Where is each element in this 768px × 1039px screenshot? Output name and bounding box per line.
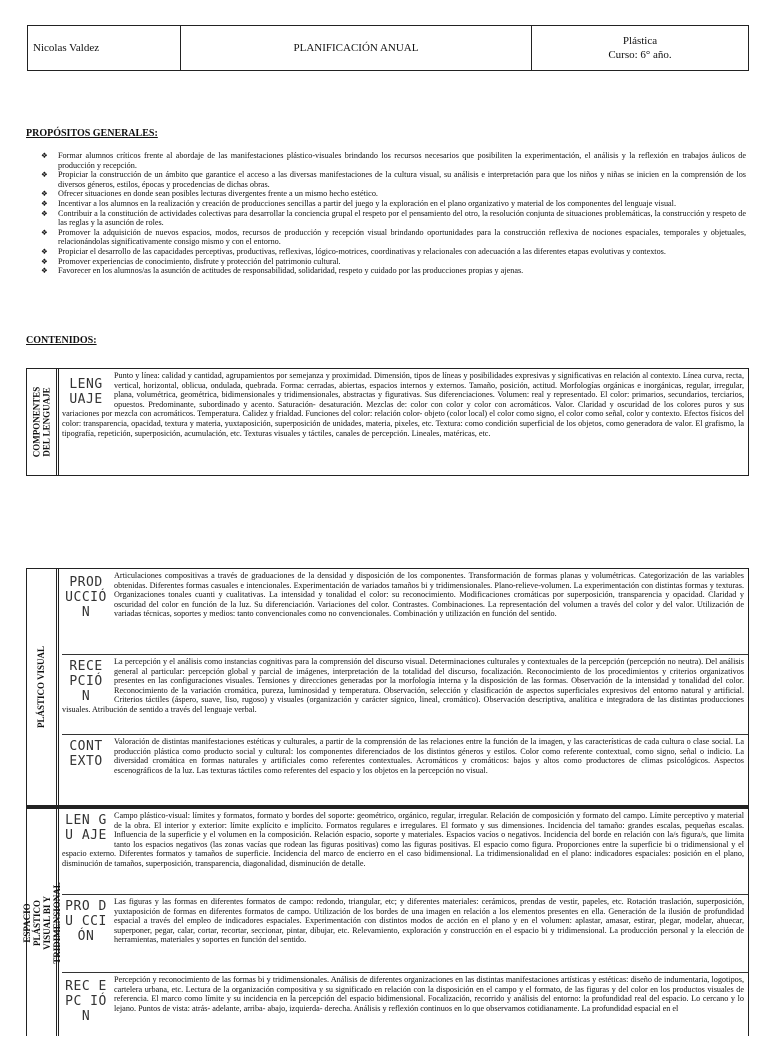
content-block-plastic-visual (26, 568, 749, 806)
content-block-space (21, 806, 749, 1036)
purposes-list (28, 151, 746, 276)
row-text: Las figuras y las formas en diferentes formatos de campo: redondo, triangular, etc; y diferentes materiales: cerámicos, prendas de vestir, papeles, etc. Rotación traslación, superposición, yuxtaposición de formas en diferentes formatos de campo. Utilización de los bordes de una imagen en relación a los elementos presentes en ella. Generación de la ilusión de profundidad espacial a través del empleo de indicadores espaciales. Experimentación con distintos modos de acción en el plano y en el volumen: aplastar, amasar, estirar, plegar, modelar, ahuecar, superponer, pegar, calar, cortar, recortar, seccionar, pintar, dibujar, etc. Relevamiento, exploración y construcción en el espacio bi y tridimensional. La producción personal y la elección de herramientas, materiales y soportes en función del sentido. (114, 897, 744, 945)
diamond-bullet-icon: ❖ (41, 170, 48, 180)
row-text: Articulaciones compositivas a través de graduaciones de la densidad y disposición de los componentes. Transformación de formas planas y volumétricas. Categorización de las variables obtenidas. Diferentes formas casuales e intencionales. Experimentación de variados tamaños bi y tridimensionales. Plano-relieve-volumen. La experimentación con distintas formas y texturas. Organizaciones tonales cuanti y cualitativas. La intensidad y tonalidad el color: su reconocimiento. Modificaciones cromáticas por superposición, transparencia y opacidad. Claridad y oscuridad del color en función de la luz. Su diferenciación. Variaciones del color. Contrastes. Combinaciones. La representación del volumen a través del color y del valor. Utilización de variadas técnicas, soportes y medios: tanto convencionales como no convencionales. Combinación y utilización en función del sentido. (114, 571, 744, 619)
purposes-heading: PROPÓSITOS GENERALES: (26, 128, 158, 139)
purpose-item (28, 266, 746, 276)
purpose-item (28, 151, 746, 170)
row-tag: LENG UAJE (69, 377, 103, 407)
purpose-text: Incentivar a los alumnos en la realización y creación de producciones sencillas a partir del juego y la exploración en el plano organizativo y material de los componentes del lenguaje visual. (58, 198, 677, 208)
row-tag: PROD UCCIÓ N (65, 575, 107, 620)
content-row (62, 655, 748, 735)
subject-course-cell (532, 26, 748, 70)
row-tag: CONT EXTO (69, 739, 103, 769)
block-side-label: PLÁSTICO VISUAL (27, 569, 59, 805)
content-row (62, 895, 748, 973)
document-title: PLANIFICACIÓN ANUAL (181, 26, 532, 70)
diamond-bullet-icon: ❖ (41, 151, 48, 160)
purpose-item (28, 228, 746, 247)
diamond-bullet-icon: ❖ (41, 246, 48, 256)
diamond-bullet-icon: ❖ (41, 266, 48, 276)
content-row (62, 369, 748, 477)
purpose-item (28, 199, 746, 209)
diamond-bullet-icon: ❖ (41, 208, 48, 218)
teacher-name: Nicolas Valdez (28, 26, 181, 70)
diamond-bullet-icon: ❖ (41, 198, 48, 208)
purpose-text: Contribuir a la constitución de actividades colectivas para desarrollar la conciencia grupal el respeto por el pensamiento del otro, la resolución conjunta de situaciones problemáticas, la construcción y respeto de las reglas y la asunción de roles. (58, 208, 746, 228)
row-text: Percepción y reconocimiento de las formas bi y tridimensionales. Análisis de diferentes organizaciones en las distintas manifestaciones artísticas y estéticas: diseño de indumentaria, logotipos, cartelera urbana, etc. Lectura de la organización compositiva y su significado en relación con la disposición en el campo y el formato, de las figuras y del color en los productos visuales de referencia. El marco como límite y su incidencia en la percepción del espacio bidimensional. Focalización, recorrido y análisis del entorno: la profundidad real del espacio. Lo cercano y lo lejano. Puntos de vista: atrás- adelante, arriba- abajo, izquierda- derecha. Análisis y reflexión continuos en lo que observamos cotidianamente. La profundidad espacial en el (114, 975, 744, 1013)
header-table (27, 25, 749, 71)
purpose-item (28, 257, 746, 267)
row-text: Valoración de distintas manifestaciones estéticas y culturales, a partir de la comprensión de las relaciones entre la función de la imagen, y las características de cada cultura o clase social. La producción plástica como producto social y cultural: los componentes diferenciados de los distintos géneros y estilos. Color como referente contextual, como signo, señal o indicio. La diversidad cromática en formas naturales y artificiales como referentes contextuales. Acromáticos y cromáticos: bajos y altos como productores de climas psicológicos. Aspectos escenográficos de la luz. Las texturas táctiles como referentes del espacio y los objetos en la percepción no visual. (114, 737, 744, 775)
purpose-text: Ofrecer situaciones en donde sean posibles lecturas divergentes frente a un mismo hecho estético. (58, 189, 378, 199)
block-side-label: COMPONENTES DEL LENGUAJE (27, 369, 59, 475)
content-row (62, 973, 748, 1039)
subject-label: Plástica (622, 35, 658, 47)
row-text: La percepción y el análisis como instancias cognitivas para la comprensión del discurso visual. Determinaciones culturales y contextuales de la percepción (percepción no neutra). Del análisis general al particular: percepción global y parcial de imágenes, interpretación de la totalidad del discurso, focalización. Reconocimiento de los procedimientos y criterios organizativos presentes en las configuraciones visuales. Tensiones y direcciones generadas por la morfología interna y la disposición de las formas. Observación de la intensidad y tonalidad del color. Reconocimiento de la variación cromática, pureza, luminosidad y temperatura. Observación, selección y clasificación de aspectos superficiales expresivos del entorno natural y artificial. Criterios táctiles (áspero, suave, liso, rugoso) y visuales (organización y carácter sígnico, lineal, cromático). Observación descriptiva, analítica e integradora de las distintas producciones visuales. Atribución de sentido a través del lenguaje verbal. (62, 657, 744, 714)
content-block-components (26, 368, 749, 476)
purpose-item (28, 209, 746, 228)
row-tag: PRO DU CCI ÓN (65, 899, 107, 944)
row-text: Punto y línea: calidad y cantidad, agrupamientos por semejanza y proximidad. Dimensión, tipos de líneas y posibilidades expresivas y significativas en relación al contexto. Línea curva, recta, vertical, horizontal, oblicua, ondulada, quebrada. Forma: cerradas, abiertas, espacios internos y externos. Tamaño, posición, actitud. Morfologías orgánicas e inorgánicas, regular, irregular, plana, volumétrica, geométrica, bidimensionales y tridimensionales, abstractas y figurativas. Sus diferenciaciones. Volumen: real y representado. El color: primarios, secundarios, terciarios, opuestos. Predominante, subordinado y acento. Saturación- desaturación. Mezclas de: color con color y color con acromáticos. Valor. Claridad y oscuridad de los colores puros y sus variaciones por mezcla con acromáticos. Temperatura. Calidez y frialdad. Funciones del color: relación color- objeto (color local) el color como signo, el color como señal, color y contexto. Efectos físicos del color: transparencia, opacidad, textura y materia, yuxtaposición, superposición de unidades, materia, pixeles, etc. Textura: como condición superficial de los objetos, como generadora de valor. El grafismo, la tipografía, repetición, superposición, acumulación, etc. Texturas visuales y táctiles, canales de percepción. Lineales, matéricas, etc. (62, 371, 744, 438)
diamond-bullet-icon: ❖ (41, 256, 48, 266)
content-row (62, 735, 748, 807)
purpose-text: Propiciar el desarrollo de las capacidades perceptivas, productivas, reflexivas, lógico-motrices, coordinativas y relacionales con adecuación a las diferentes etapas evolutivas y contextos. (58, 246, 666, 256)
content-row (62, 569, 748, 655)
purpose-text: Propiciar la construcción de un ámbito que garantice el acceso a las diversas manifestaciones de la cultura visual, su análisis e interpretación para que los niños y niñas se inicien en la comprensión de los diversos géneros, estilos, épocas y procedencias de dichas obras. (58, 170, 746, 189)
row-tag: RECE PCIÓ N (69, 659, 103, 704)
purpose-text: Formar alumnos críticos frente al abordaje de las manifestaciones plástico-visuales brindando los recursos necesarios que posibiliten la experimentación, el análisis y la reflexión en trabajos áulicos de producción y recepción. (58, 151, 746, 170)
purpose-item (28, 247, 746, 257)
purpose-text: Promover experiencias de conocimiento, disfrute y protección del patrimonio cultural. (58, 256, 341, 266)
purpose-text: Promover la adquisición de nuevos espacios, modos, recursos de producción y recepción visual brindando oportunidades para la construcción reflexiva de nociones espaciales, temporales y objetuales, relacionándolas significativamente consigo mismo y con el entorno. (58, 227, 746, 247)
purpose-text: Favorecer en los alumnos/as la asunción de actitudes de responsabilidad, solidaridad, respeto y cuidado por las producciones propias y ajenas. (58, 266, 524, 276)
diamond-bullet-icon: ❖ (41, 227, 48, 237)
purpose-item (28, 170, 746, 189)
row-text: Campo plástico-visual: límites y formatos, formato y bordes del soporte: geométrico, orgánico, regular, irregular. Relación de composición y formato del campo. Límite perceptivo y material de la obra. El interior y exterior: límite explícito e implícito. Formatos regulares e irregulares. El formato y sus dimensiones. Incidencia del tamaño: grandes escalas, pequeñas escalas. Influencia de la superficie y el volumen en la composición. Relación espacio, soporte y materiales. Espacios vacíos o negativos. Incidencia del borde en relación con la/s figura/s, que limita tanto los espacios negativos (las zonas vacías que rodean las figuras positivas) como las figuras positivas. El espacio como figura. Proporciones entre la superficie bi o tridimensional y el espacio externo. Diferentes formatos y tamaños de superficie. Incidencia del marco de encierro en el caso bidimensional. La tridimensionalidad en el plano: indicadores espaciales: posición en el plano, disminución de tamaños, superposición, transparencia, diagonalidad, disminución de detalle. (62, 811, 744, 868)
row-tag: LEN GU AJE (65, 813, 107, 843)
course-label: Curso: 6° año. (608, 49, 672, 61)
purpose-item (28, 189, 746, 199)
block-side-label: ESPACIO PLÁSTICO VISUAL BI Y TRIDIMENSIONAL (27, 809, 59, 1036)
row-tag: REC EPC IÓN (65, 979, 107, 1024)
diamond-bullet-icon: ❖ (41, 189, 48, 199)
content-row (62, 809, 748, 895)
contents-heading: CONTENIDOS: (26, 335, 97, 346)
